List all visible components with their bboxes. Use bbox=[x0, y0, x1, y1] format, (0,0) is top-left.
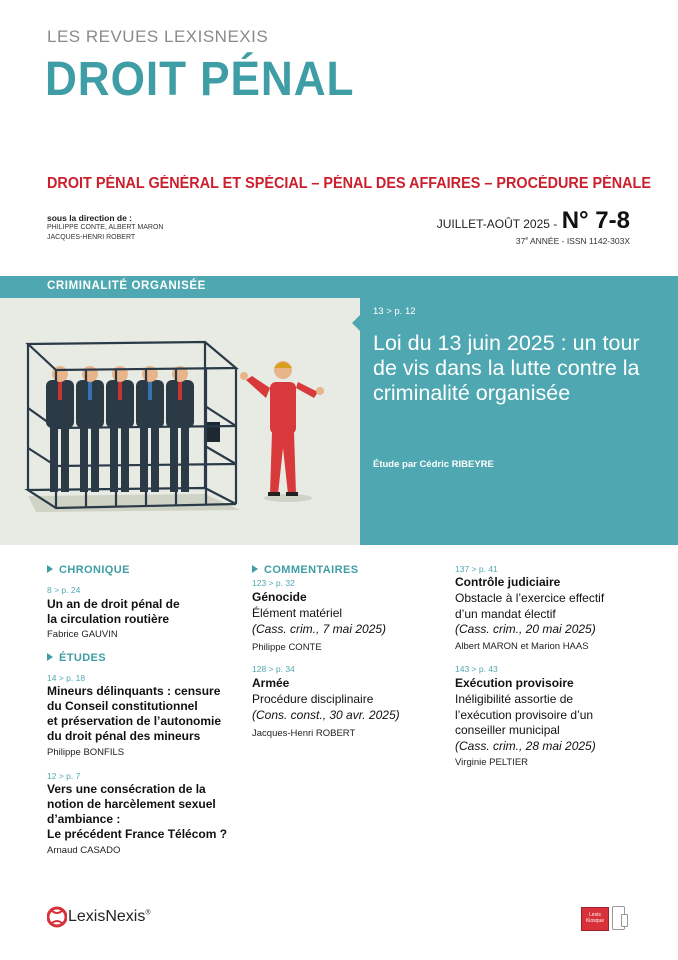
journal-subtitle: DROIT PÉNAL GÉNÉRAL ET SPÉCIAL – PÉNAL DES AFFAIRES – PROCÉDURE PÉNALE bbox=[47, 175, 651, 192]
article-title[interactable]: Contrôle judiciaire bbox=[455, 575, 561, 589]
kiosque-label bbox=[583, 912, 607, 924]
article-author: Philippe CONTE bbox=[252, 642, 322, 653]
article-title-line: la circulation routière bbox=[47, 612, 170, 626]
publisher-name bbox=[68, 908, 151, 926]
article-title-line: Mineurs délinquants : censure bbox=[47, 684, 221, 698]
article-citation: (Cons. const., 30 avr. 2025) bbox=[252, 707, 400, 722]
year-number: 37 bbox=[515, 236, 526, 246]
article-body-line: Obstacle à l’exercice effectif bbox=[455, 591, 605, 605]
article-body bbox=[455, 692, 596, 754]
article-title-line: du droit pénal des mineurs bbox=[47, 729, 201, 743]
article-body-line: Inéligibilité assortie de bbox=[455, 692, 574, 706]
prisoner-2 bbox=[76, 366, 104, 492]
article-author: Fabrice GAUVIN bbox=[47, 629, 118, 640]
article-ref: 128 > p. 34 bbox=[252, 664, 295, 674]
triangle-icon bbox=[47, 565, 53, 573]
cover-illustration bbox=[0, 298, 360, 545]
section-chronique-label: CHRONIQUE bbox=[59, 564, 130, 576]
feature-rubric: CRIMINALITÉ ORGANISÉE bbox=[47, 280, 206, 292]
panel-notch bbox=[352, 315, 360, 331]
publisher-label: LexisNexis bbox=[68, 908, 146, 925]
article-ref: 14 > p. 18 bbox=[47, 673, 86, 683]
cage-shadow bbox=[28, 494, 240, 512]
issue-number: N° 7-8 bbox=[561, 207, 630, 234]
article-title[interactable]: Génocide bbox=[252, 590, 307, 604]
article-author: Virginie PELTIER bbox=[455, 757, 529, 768]
article-title-line: Un an de droit pénal de bbox=[47, 597, 180, 611]
section-etudes bbox=[47, 652, 106, 664]
feature-ref: 13 > p. 12 bbox=[373, 306, 416, 317]
article-title-line: du Conseil constitutionnel bbox=[47, 699, 198, 713]
feature-headline[interactable]: Loi du 13 juin 2025 : un tour de vis dans la lutte contre la criminalité organisée bbox=[373, 331, 640, 405]
article-body bbox=[252, 692, 400, 723]
section-chronique bbox=[47, 564, 130, 576]
article-title-line: Le précédent France Télécom ? bbox=[47, 827, 228, 841]
article-title-line: d’ambiance : bbox=[47, 812, 121, 826]
editorial-direction bbox=[47, 213, 163, 243]
prisoner-4 bbox=[136, 366, 164, 492]
year-suffix: e bbox=[525, 236, 529, 243]
article-title-line: Vers une consécration de la bbox=[47, 782, 206, 796]
prisoners-group bbox=[46, 366, 220, 492]
article-ref: 123 > p. 32 bbox=[252, 578, 295, 588]
cage-illustration-svg bbox=[0, 298, 360, 545]
issue-meta bbox=[437, 236, 630, 246]
triangle-icon bbox=[47, 653, 53, 661]
section-etudes-label: ÉTUDES bbox=[59, 652, 107, 664]
article-body bbox=[455, 591, 604, 638]
briefcase bbox=[206, 422, 220, 442]
article-title[interactable]: Armée bbox=[252, 676, 290, 690]
series-name: LES REVUES LEXISNEXIS bbox=[47, 27, 269, 46]
article-body-line: conseiller municipal bbox=[455, 723, 560, 737]
article-ref: 8 > p. 24 bbox=[47, 585, 81, 595]
year-rest: ANNÉE - ISSN 1142-303X bbox=[528, 236, 630, 246]
article-title[interactable] bbox=[47, 782, 227, 842]
article-author: Jacques-Henri ROBERT bbox=[252, 728, 356, 739]
lexisnexis-logo bbox=[47, 904, 67, 935]
article-author: Albert MARON et Marion HAAS bbox=[455, 641, 589, 652]
article-body bbox=[252, 606, 386, 637]
journal-title: DROIT PÉNAL bbox=[45, 53, 355, 106]
direction-names-2: JACQUES-HENRI ROBERT bbox=[47, 234, 136, 241]
article-title[interactable]: Exécution provisoire bbox=[455, 676, 574, 690]
red-suit-man bbox=[240, 361, 324, 502]
triangle-icon bbox=[252, 565, 258, 573]
prisoner-3 bbox=[106, 366, 134, 492]
article-citation: (Cass. crim., 28 mai 2025) bbox=[455, 738, 596, 753]
article-title[interactable] bbox=[47, 597, 180, 627]
article-body-line: d’un mandat électif bbox=[455, 606, 556, 621]
article-body-line: l’exécution provisoire d’un bbox=[455, 707, 594, 722]
article-author: Philippe BONFILS bbox=[47, 747, 125, 758]
article-body-line: Procédure disciplinaire bbox=[252, 692, 374, 706]
direction-label: sous la direction de : bbox=[47, 213, 133, 223]
article-ref: 143 > p. 43 bbox=[455, 664, 498, 674]
article-author: Arnaud CASADO bbox=[47, 845, 121, 856]
section-commentaires bbox=[252, 564, 358, 576]
registered-mark: ® bbox=[145, 909, 151, 917]
article-citation: (Cass. crim., 7 mai 2025) bbox=[252, 621, 387, 636]
feature-byline: Étude par Cédric RIBEYRE bbox=[373, 459, 494, 470]
article-body-line: Élément matériel bbox=[252, 606, 343, 620]
article-title-line: notion de harcèlement sexuel bbox=[47, 797, 216, 811]
article-title-line: et préservation de l’autonomie bbox=[47, 714, 222, 728]
article-citation: (Cass. crim., 20 mai 2025) bbox=[455, 622, 596, 636]
article-ref: 137 > p. 41 bbox=[455, 564, 498, 574]
issue-info bbox=[437, 207, 630, 246]
article-title[interactable] bbox=[47, 684, 221, 744]
issue-dates: JUILLET-AOÛT 2025 - bbox=[436, 217, 558, 231]
phone-icon bbox=[621, 914, 628, 927]
lexisnexis-logo-icon bbox=[47, 904, 67, 930]
direction-names-1: PHILIPPE CONTE, ALBERT MARON bbox=[47, 224, 164, 231]
section-commentaires-label: COMMENTAIRES bbox=[264, 564, 359, 576]
kiosque-label-1: Lexis bbox=[589, 912, 601, 918]
article-ref: 12 > p. 7 bbox=[47, 771, 81, 781]
prisoner-5 bbox=[166, 366, 194, 492]
kiosque-label-2: Kiosque bbox=[585, 918, 605, 924]
